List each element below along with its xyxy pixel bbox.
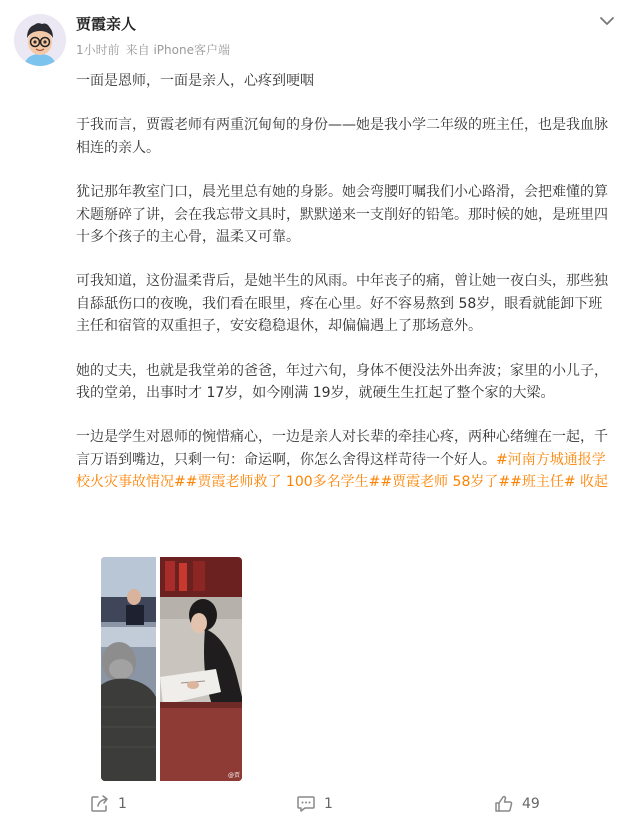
post-time[interactable]: 1小时前 — [76, 43, 120, 57]
repost-button[interactable] — [90, 792, 127, 816]
like-icon — [494, 795, 514, 813]
like-button[interactable] — [494, 792, 540, 816]
avatar-cartoon-boy — [14, 14, 66, 66]
comment-count: 1 — [324, 796, 333, 812]
collapse-link[interactable]: 收起 — [580, 474, 609, 491]
post-paragraph-last — [76, 426, 616, 493]
repost-count: 1 — [118, 796, 127, 812]
hashtag[interactable]: #贾霞老师 58岁了# — [380, 474, 511, 491]
hashtag[interactable]: #贾霞老师救了 100多名学生# — [185, 474, 381, 491]
post-paragraph: 一面是恩师，一面是亲人，心疼到哽咽 — [76, 73, 314, 89]
post-paragraph: 犹记那年教室门口，晨光里总有她的身影。她会弯腰叮嘱我们小心路滑，会把难懂的算术题掰碎了讲，会在我忘带文具时，默默递来一支削好的铅笔。那时候的她，是班里四十多个孩子的主心骨，温柔又可靠。 — [76, 184, 608, 246]
comment-icon — [296, 795, 316, 813]
like-count: 49 — [522, 796, 540, 812]
post-photo-collage — [101, 557, 242, 781]
post-paragraph: 于我而言，贾霞老师有两重沉甸甸的身份——她是我小学二年级的班主任，也是我血脉相连的亲人。 — [76, 117, 608, 156]
hashtag[interactable]: #班主任# — [510, 474, 576, 491]
username[interactable]: 贾霞亲人 — [76, 15, 137, 33]
post-image[interactable] — [101, 557, 242, 781]
post-meta — [76, 42, 236, 58]
image-watermark: @贾 — [227, 772, 240, 779]
post-paragraph: 可我知道，这份温柔背后，是她半生的风雨。中年丧子的痛，曾让她一夜白头，那些独自舔舐伤口的夜晚，我们看在眼里，疼在心里。好不容易熬到 58岁，眼看就能卸下班主任和宿管的双重担子，安安稳稳退休，却偏偏遇上了那场意外。 — [76, 273, 608, 335]
post-paragraph: 她的丈夫，也就是我堂弟的爸爸，年过六旬，身体不便没法外出奔波；家里的小儿子，我的堂弟，出事时才 17岁，如今刚满 19岁，就硬生生扛起了整个家的大梁。 — [76, 362, 608, 402]
post-source: 来自 iPhone客户端 — [125, 43, 230, 57]
post-content — [76, 70, 616, 494]
repost-icon — [90, 795, 110, 813]
avatar[interactable] — [14, 14, 66, 66]
hashtag[interactable]: #河南方城通报学校火灾事故情况# — [76, 451, 606, 491]
comment-button[interactable] — [296, 792, 333, 816]
action-bar — [0, 792, 629, 816]
more-chevron-icon[interactable] — [598, 12, 616, 24]
post-paragraph-text: 一边是学生对恩师的惋惜痛心，一边是亲人对长辈的牵挂心疼，两种心绪缠在一起，千言万语到嘴边，只剩一句：命运啊，你怎么舍得这样苛待一个好人。 — [76, 429, 608, 468]
